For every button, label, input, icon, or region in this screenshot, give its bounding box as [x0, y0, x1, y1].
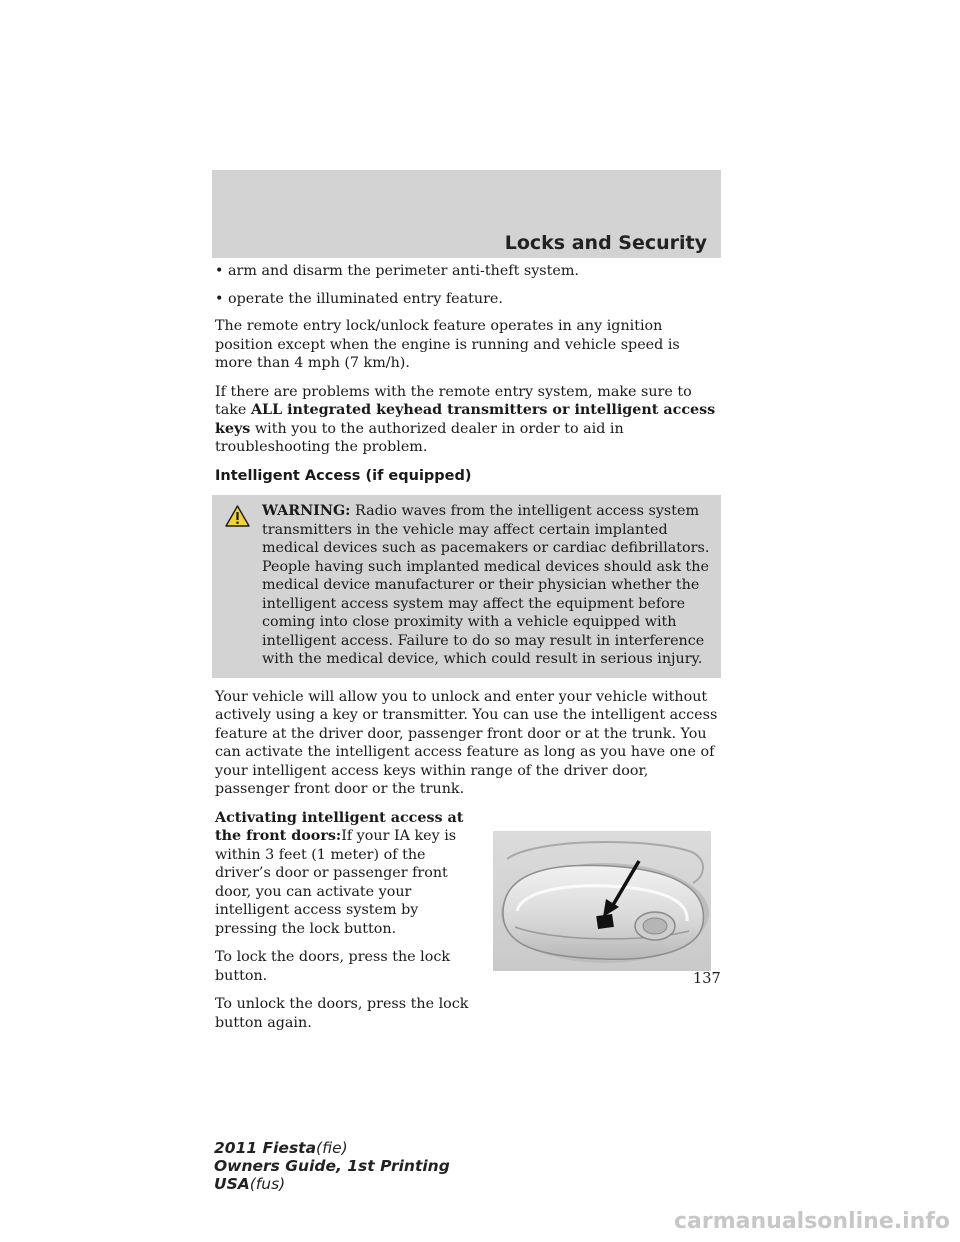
activating-paragraph [215, 809, 473, 939]
warning-triangle-icon [225, 505, 250, 527]
bullet-icon: • [215, 290, 224, 307]
warning-box [212, 495, 721, 678]
footer-model: 2011 Fiesta [214, 1139, 317, 1157]
door-handle-illustration [493, 831, 711, 971]
bullet-text: arm and disarm the perimeter anti-theft system. [228, 263, 579, 279]
warning-text: Radio waves from the intelligent access system transmitters in the vehicle may affect certain implanted medical devices such as pacemakers or cardiac defibrillators. People having such implanted medical devices should ask the medical device manufacturer or their physician whether the intelligent access system may affect the equipment before coming into close proximity with a vehicle equipped with intelligent access. Failure to do so may result in interference with the medical device, which could result in serious injury. [262, 503, 710, 667]
footer-market: USA [214, 1175, 250, 1193]
footer-model-code: (fie) [316, 1139, 348, 1157]
footer-line-model [214, 1139, 450, 1157]
remote-entry-paragraph: The remote entry lock/unlock feature operates in any ignition position except when the engine is running and vehicle speed is more than 4 mph (7 km/h). [215, 318, 680, 371]
footer-market-code: (fus) [249, 1175, 286, 1193]
bullet-text: operate the illuminated entry feature. [228, 290, 503, 307]
problems-text-start: If there are problems with the remote entry system, make sure to take [215, 383, 692, 418]
footer-printing: Owners Guide, 1st Printing [214, 1157, 450, 1175]
problems-text-bold: ALL integrated keyhead transmitters or intelligent access keys [215, 402, 716, 437]
unlock-instruction: To unlock the doors, press the lock button again. [215, 996, 469, 1031]
intelligent-access-heading: Intelligent Access (if equipped) [215, 467, 472, 484]
page-number: 137 [693, 971, 721, 987]
activating-heading: Activating intelligent access at the front doors: [215, 809, 464, 844]
document-footer [214, 1139, 450, 1193]
activating-text: If your IA key is within 3 feet (1 meter) of the driver’s door or passenger front door, you can activate your intelligent access system by pressing the lock button. [215, 828, 457, 937]
bullet-item [215, 290, 721, 309]
activating-section [215, 809, 721, 1033]
problems-paragraph [215, 383, 721, 457]
page-header-band [212, 170, 721, 258]
footer-line-market [214, 1175, 450, 1193]
activating-text-column [215, 809, 473, 1033]
lock-instruction: To lock the doors, press the lock button. [215, 949, 451, 984]
unlock-paragraph: Your vehicle will allow you to unlock and enter your vehicle without actively using a key or transmitter. You can use the intelligent access feature at the driver door, passenger front door or at the trunk. You can activate the intelligent access feature as long as you have one of your intelligent access keys within range of the driver door, passenger front door or the trunk. [215, 688, 718, 797]
watermark-text: carmanualsonline.info [674, 1209, 950, 1234]
problems-text-end: with you to the authorized dealer in order to aid in troubleshooting the problem. [215, 420, 624, 455]
bullet-item [215, 262, 721, 281]
warning-body [215, 502, 713, 669]
section-title: Locks and Security [504, 232, 707, 254]
bullet-icon: • [215, 263, 224, 279]
warning-label: WARNING: [262, 503, 351, 519]
page-content [215, 262, 721, 1042]
